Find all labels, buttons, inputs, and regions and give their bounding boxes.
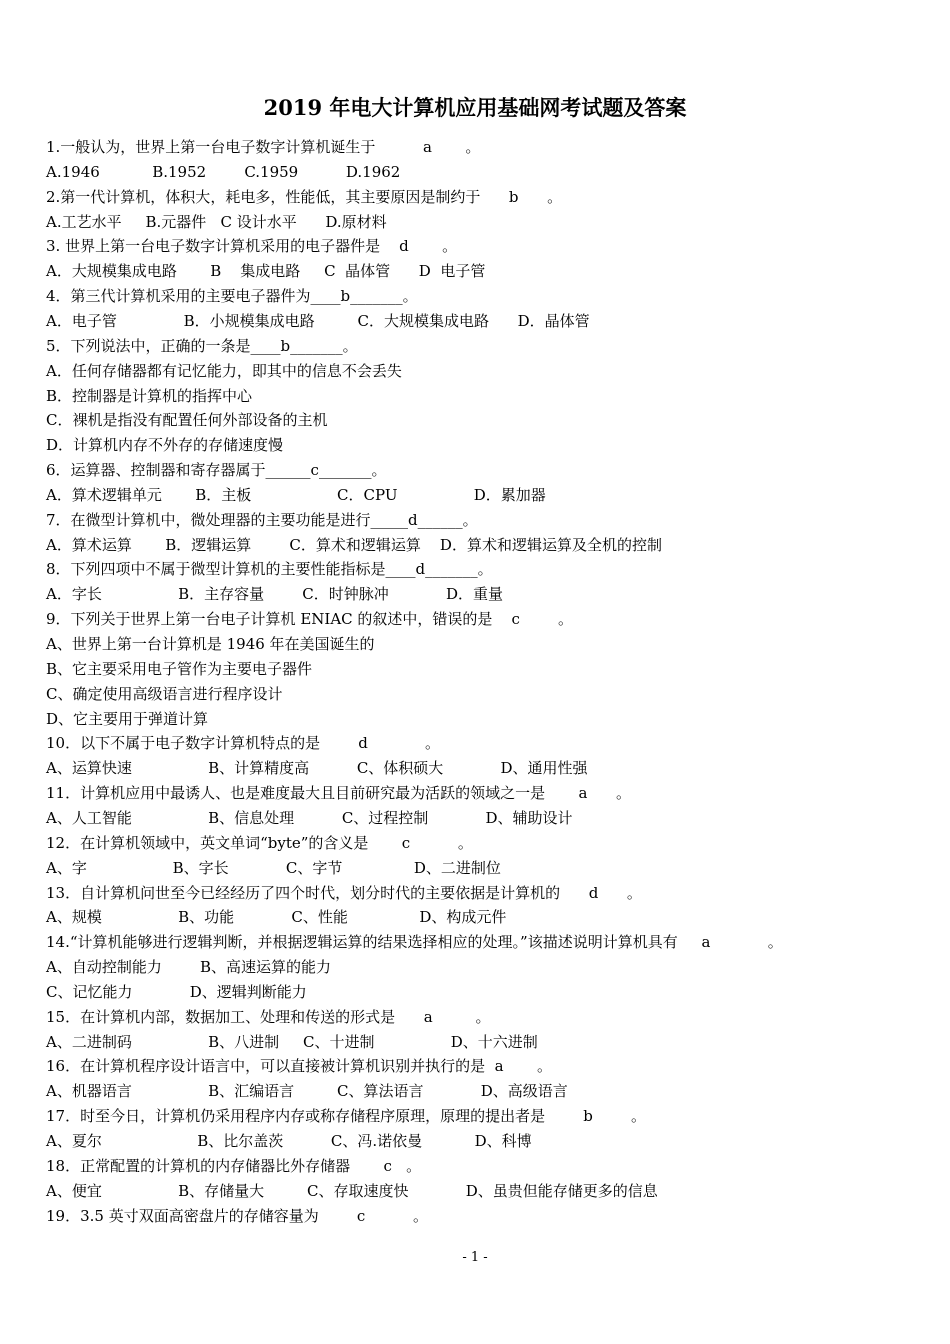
text-line: A、夏尔 B、比尔盖茨 C、冯.诺依曼 D、科博 [46,1132,532,1150]
page-title: 2019 年电大计算机应用基础网考试题及答案 [263,95,687,120]
text-line: A．算术逻辑单元 B．主板 C．CPU D．累加器 [46,485,546,504]
text-line: B．控制器是计算机的指挥中心 [46,386,253,405]
text-line: 13．自计算机问世至今已经经历了四个时代，划分时代的主要依据是计算机的 d 。 [46,883,642,902]
text-line: 11．计算机应用中最诱人、也是难度最大且目前研究最为活跃的领域之一是 a 。 [46,784,632,803]
text-line: A.工艺水平 B.元器件 C 设计水平 D.原材料 [46,212,387,231]
text-line: 6．运算器、控制器和寄存器属于______c_______。 [46,461,387,480]
text-line: A．大规模集成电路 B 集成电路 C 晶体管 D 电子管 [46,262,486,281]
text-line: A、二进制码 B、八进制 C、十进制 D、十六进制 [46,1032,538,1051]
text-line: 17．时至今日，计算机仍采用程序内存或称存储程序原理，原理的提出者是 b 。 [46,1107,646,1126]
text-line: 16．在计算机程序设计语言中，可以直接被计算机识别并执行的是 a 。 [46,1057,552,1076]
text-line: A．算术运算 B．逻辑运算 C．算术和逻辑运算 D．算术和逻辑运算及全机的控制 [46,535,662,554]
page-number: - 1 - [462,1250,488,1265]
text-line: 18．正常配置的计算机的内存储器比外存储器 c 。 [46,1156,422,1175]
text-line: A、自动控制能力 B、高速运算的能力 [46,958,332,977]
text-line: 12．在计算机领域中，英文单词“byte”的含义是 c 。 [46,833,473,852]
text-line: 8．下列四项中不属于微型计算机的主要性能指标是____d_______。 [46,560,493,579]
text-line: A、运算快速 B、计算精度高 C、体积硕大 D、通用性强 [46,759,588,778]
text-line: D．计算机内存不外存的存储速度慢 [46,436,284,455]
text-line: 3. 世界上第一台电子数字计算机采用的电子器件是 d 。 [46,237,458,256]
text-line: A、便宜 B、存储量大 C、存取速度快 D、虽贵但能存储更多的信息 [46,1181,658,1200]
text-line: D、它主要用于弹道计算 [46,709,209,728]
text-line: 15．在计算机内部，数据加工、处理和传送的形式是 a 。 [46,1007,491,1026]
text-line: 2.第一代计算机，体积大，耗电多，性能低，其主要原因是制约于 b 。 [46,187,563,206]
text-line: A.1946 B.1952 C.1959 D.1962 [46,162,401,181]
text-line: A、字 B、字长 C、字节 D、二进制位 [46,858,501,877]
text-line: C、记忆能力 D、逻辑判断能力 [46,982,307,1001]
text-line: 9．下列关于世界上第一台电子计算机 ENIAC 的叙述中，错误的是 c 。 [46,610,574,629]
text-line: C、确定使用高级语言进行程序设计 [46,684,283,703]
text-line: 14.“计算机能够进行逻辑判断，并根据逻辑运算的结果选择相应的处理。”该描述说明计算机具有 a 。 [46,933,783,952]
text-line: A、世界上第一台计算机是 1946 年在美国诞生的 [46,635,375,653]
text-line: 4．第三代计算机采用的主要电子器件为____b_______。 [46,287,418,306]
text-line: 1.一般认为，世界上第一台电子数字计算机诞生于 a 。 [46,138,481,156]
text-line: A、规模 B、功能 C、性能 D、构成元件 [46,908,507,927]
text-line: A．任何存储器都有记忆能力，即其中的信息不会丢失 [46,361,402,380]
text-line: 7．在微型计算机中，微处理器的主要功能是进行_____d______。 [46,510,478,529]
text-line: A、人工智能 B、信息处理 C、过程控制 D、辅助设计 [46,808,573,827]
text-line: C．裸机是指没有配置任何外部设备的主机 [46,411,328,430]
text-line: 19．3.5 英寸双面高密盘片的存储容量为 c 。 [46,1206,428,1225]
text-line: B、它主要采用电子管作为主要电子器件 [46,659,313,678]
text-line: 10．以下不属于电子数字计算机特点的是 d 。 [46,734,441,753]
text-line: A．电子管 B．小规模集成电路 C．大规模集成电路 D．晶体管 [46,311,590,330]
text-line: A．字长 B．主存容量 C．时钟脉冲 D．重量 [46,585,504,604]
text-line: 5．下列说法中，正确的一条是____b_______。 [46,336,358,355]
text-line: A、机器语言 B、汇编语言 C、算法语言 D、高级语言 [46,1082,568,1101]
